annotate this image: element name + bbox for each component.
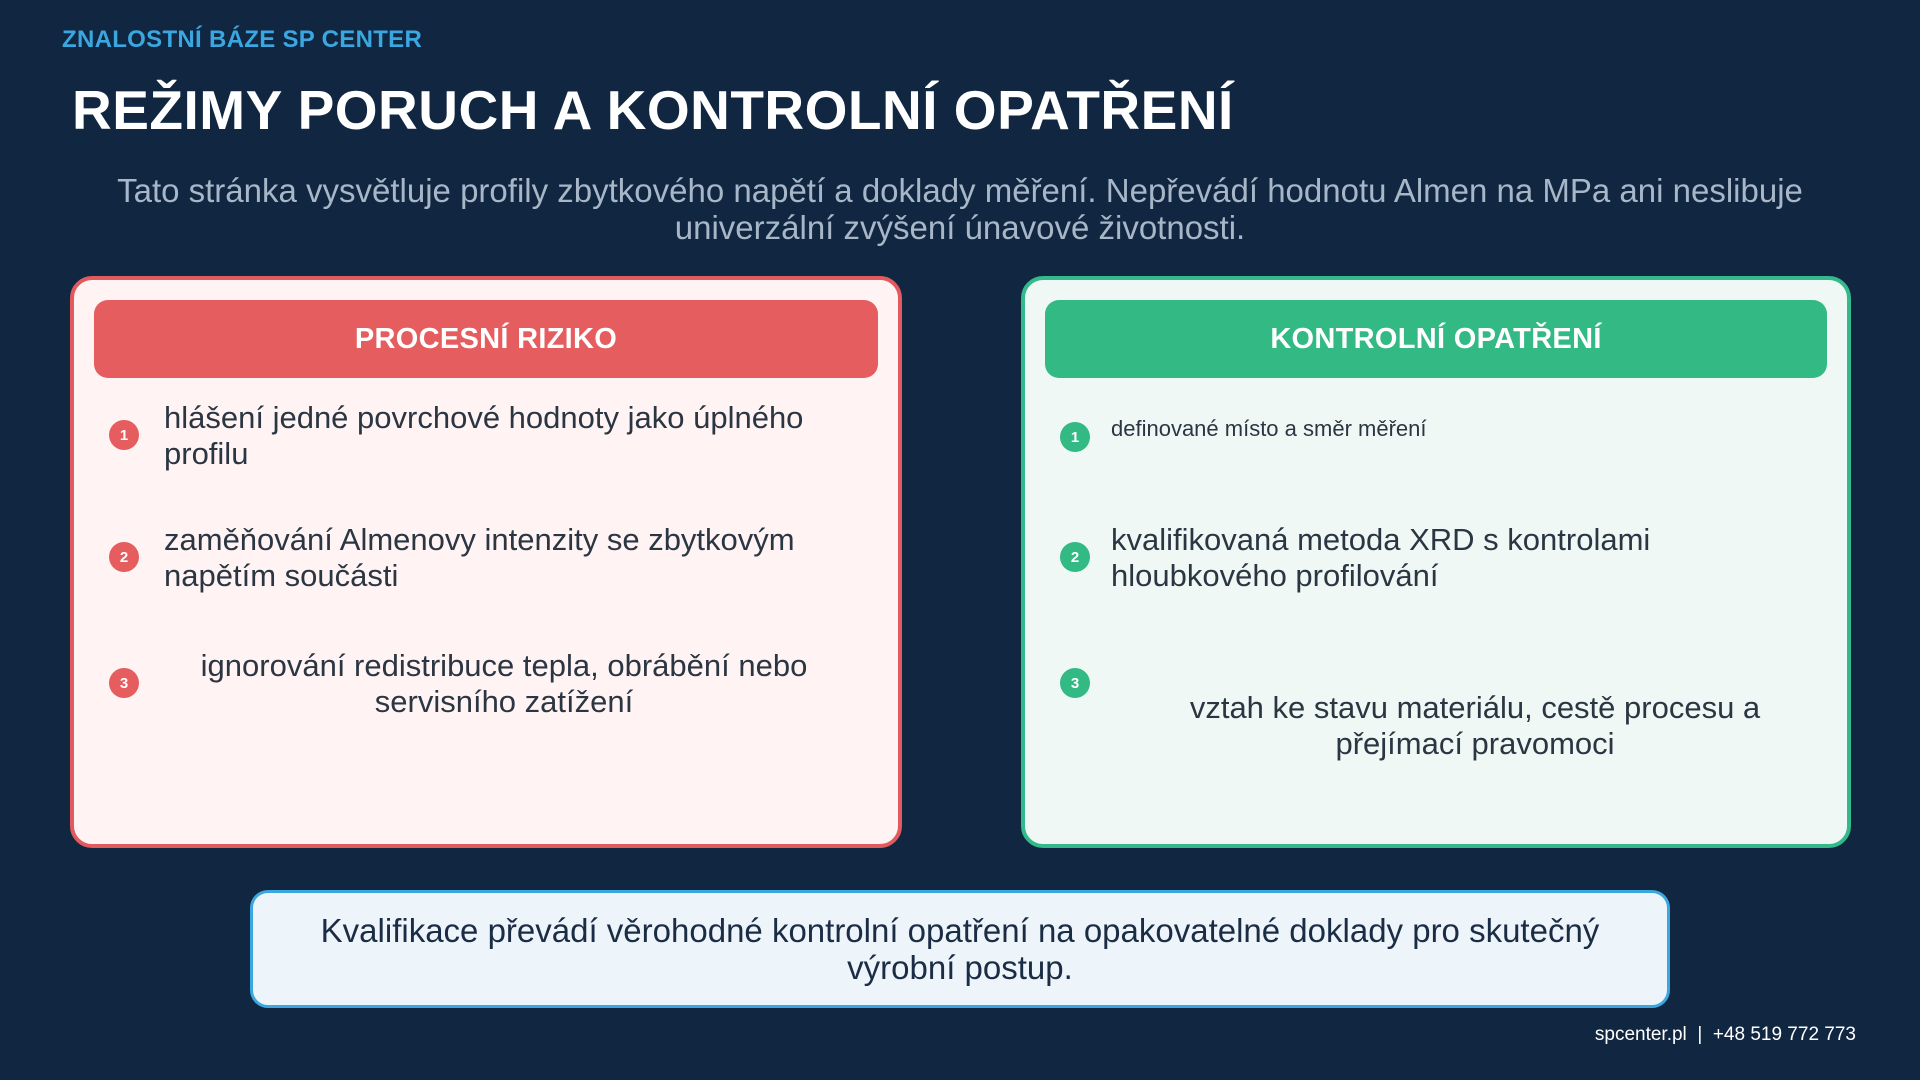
risk-item-badge: 3 [109,668,139,698]
risk-card-title: PROCESNÍ RIZIKO [94,300,878,378]
risk-card [70,276,902,848]
page-subtitle: Tato stránka vysvětluje profily zbytkového napětí a doklady měření. Nepřevádí hodnotu Almen na MPa ani neslibuje univerzální zvýšení únavové životnosti. [117,172,1803,246]
control-card-title: KONTROLNÍ OPATŘENÍ [1045,300,1827,378]
risk-item-text: hlášení jedné povrchové hodnoty jako úplného profilu [164,400,804,471]
control-item-badge: 3 [1060,668,1090,698]
risk-item-badge: 2 [109,542,139,572]
risk-item-badge: 1 [109,420,139,450]
control-item-text: definované místo a směr měření [1111,416,1427,441]
contact-info: spcenter.pl | +48 519 772 773 [1594,1024,1856,1045]
risk-item-text: ignorování redistribuce tepla, obrábění nebo servisního zatížení [200,648,808,719]
control-item-badge: 1 [1060,422,1090,452]
risk-item-text: zaměňování Almenovy intenzity se zbytkovým napětím součásti [164,522,795,593]
control-item-text: kvalifikovaná metoda XRD s kontrolami hloubkového profilování [1111,522,1651,593]
brand-kicker: ZNALOSTNÍ BÁZE SP CENTER [62,26,423,53]
control-item-badge: 2 [1060,542,1090,572]
page-title: REŽIMY PORUCH A KONTROLNÍ OPATŘENÍ [72,79,1234,141]
control-card [1021,276,1851,848]
summary-statement: Kvalifikace převádí věrohodné kontrolní opatření na opakovatelné doklady pro skutečný výrobní postup. [250,890,1670,1008]
control-item-text: vztah ke stavu materiálu, cestě procesu a přejímací pravomoci [1189,690,1761,761]
